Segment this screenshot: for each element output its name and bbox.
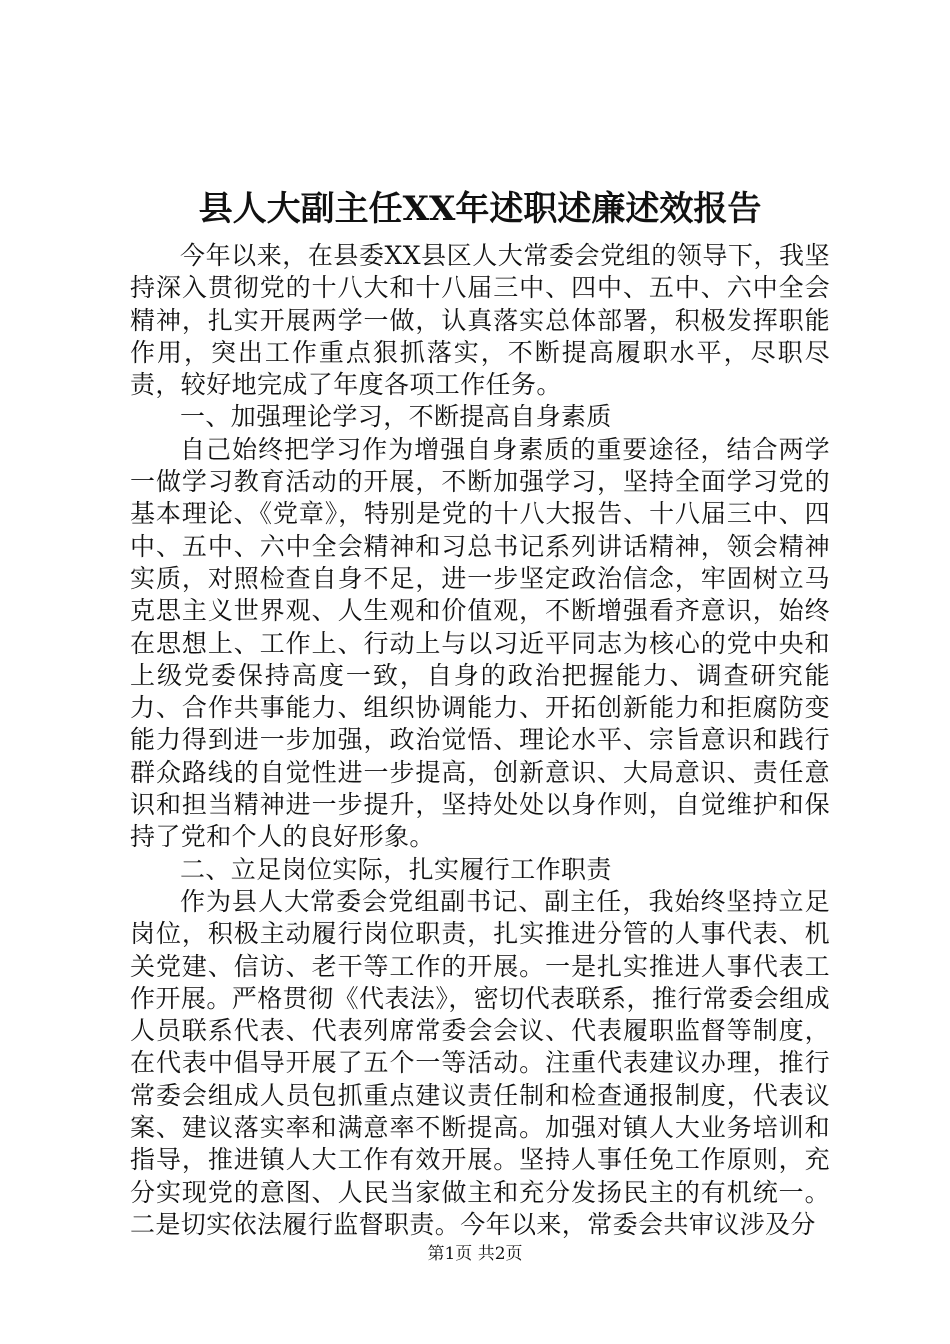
section-heading-2: 二、立足岗位实际，扎实履行工作职责: [180, 854, 612, 884]
section-1-paragraph: 自己始终把学习作为增强自身素质的重要途径，结合两学一做学习教育活动的开展，不断加强学习，坚持全面学习党的基本理论、《党章》，特别是党的十八大报告、十八届三中、四中、五中、六中全会精神和习总书记系列讲话精神，领会精神实质，对照检查自身不足，进一步坚定政治信念，牢固树立马克思主义世界观、人生观和价值观，不断增强看齐意识，始终在思想上、工作上、行动上与以习近平同志为核心的党中央和上级党委保持高度一致，自身的政治把握能力、调查研究能力、合作共事能力、组织协调能力、开拓创新能力和拒腐防变能力得到进一步加强，政治觉悟、理论水平、宗旨意识和践行群众路线的自觉性进一步提高，创新意识、大局意识、责任意识和担当精神进一步提升，坚持处处以身作则，自觉维护和保持了党和个人的良好形象。: [130, 434, 830, 852]
document-page: [130, 182, 830, 1241]
page-footer: 第1页 共2页: [427, 1244, 523, 1264]
intro-paragraph: 今年以来，在县委XX县区人大常委会党组的领导下，我坚持深入贯彻党的十八大和十八届三中、四中、五中、六中全会精神，扎实开展两学一做，认真落实总体部署，积极发挥职能作用，突出工作重点狠抓落实，不断提高履职水平，尽职尽责，较好地完成了年度各项工作任务。: [130, 241, 830, 400]
document-title: 县人大副主任XX年述职述廉述效报告: [198, 189, 762, 229]
section-2-paragraph: 作为县人大常委会党组副书记、副主任，我始终坚持立足岗位，积极主动履行岗位职责，扎实推进分管的人事代表、机关党建、信访、老干等工作的开展。一是扎实推进人事代表工作开展。严格贯彻《代表法》，密切代表联系，推行常委会组成人员联系代表、代表列席常委会会议、代表履职监督等制度，在代表中倡导开展了五个一等活动。注重代表建议办理，推行常委会组成人员包抓重点建议责任制和检查通报制度，代表议案、建议落实率和满意率不断提高。加强对镇人大业务培训和指导，推进镇人大工作有效开展。坚持人事任免工作原则，充分实现党的意图、人民当家做主和充分发扬民主的有机统一。二是切实依法履行监督职责。今年以来，常委会共审议涉及分: [130, 886, 830, 1239]
section-heading-1: 一、加强理论学习，不断提高自身素质: [180, 402, 612, 432]
